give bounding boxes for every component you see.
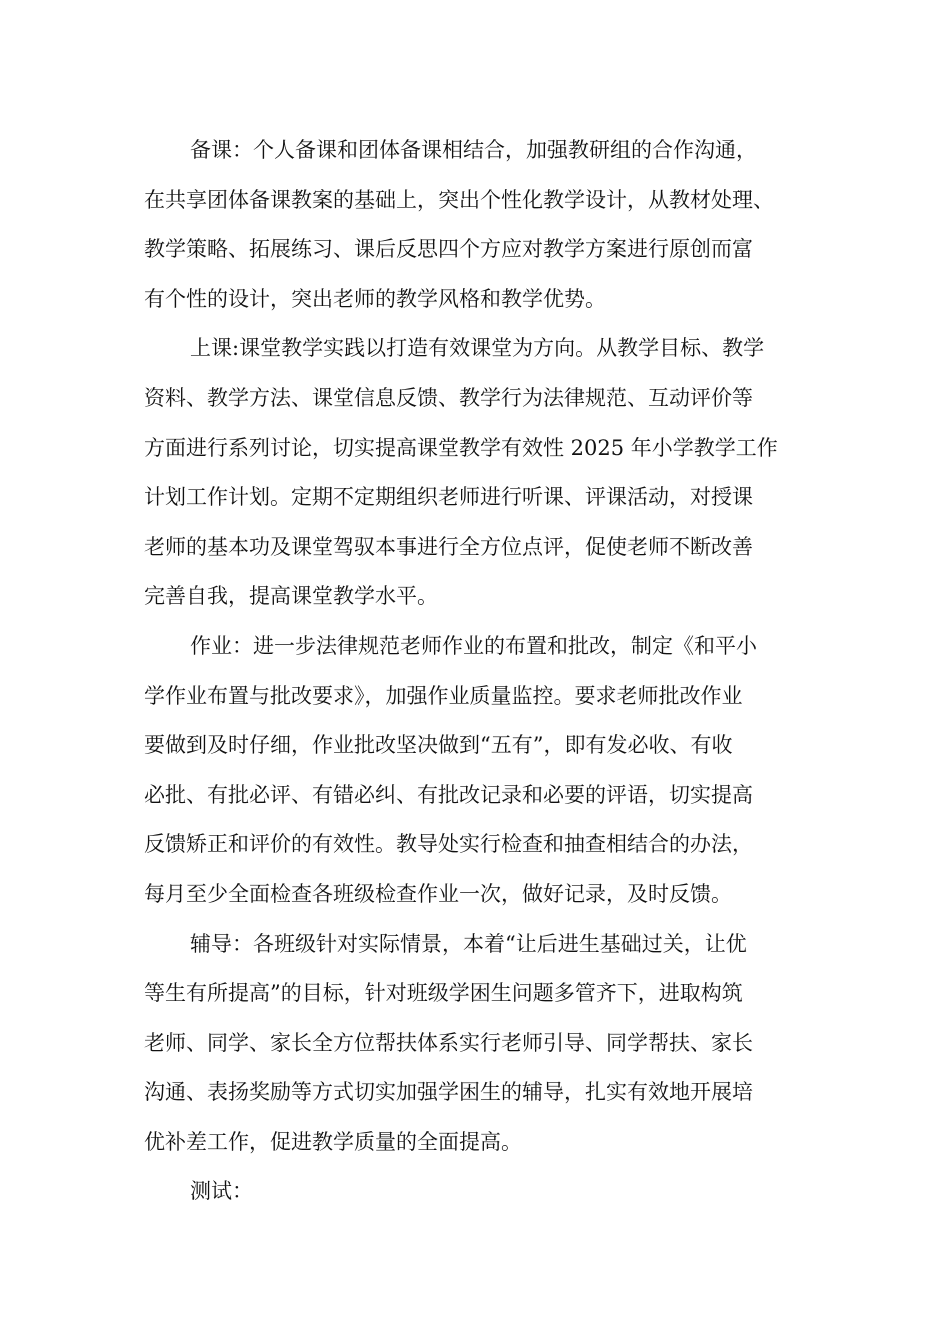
text-line: 老师的基本功及课堂驾驭本事进行全方位点评，促使老师不断改善 <box>144 534 753 559</box>
text-line: 资料、教学方法、课堂信息反馈、教学行为法律规范、互动评价等 <box>144 385 753 410</box>
text-line: 要做到及时仔细，作业批改坚决做到“五有”，即有发必收、有收 <box>144 733 733 758</box>
text-line: 等生有所提高”的目标，针对班级学困生问题多管齐下，进取构筑 <box>144 981 743 1006</box>
text-line: 作业：进一步法律规范老师作业的布置和批改，制定《和平小 <box>190 633 757 658</box>
text-line: 方面进行系列讨论，切实提高课堂教学有效性 2025 年小学教学工作 <box>144 435 778 460</box>
text-line: 学作业布置与批改要求》，加强作业质量监控。要求老师批改作业 <box>144 683 743 708</box>
paragraph-tutoring <box>144 920 820 1168</box>
paragraph-homework <box>144 622 820 920</box>
paragraph-classroom-teaching <box>144 324 820 622</box>
text-line: 在共享团体备课教案的基础上，突出个性化教学设计，从教材处理、 <box>144 187 774 212</box>
text-line: 测试： <box>190 1179 253 1204</box>
text-line: 老师、同学、家长全方位帮扶体系实行老师引导、同学帮扶、家长 <box>144 1030 753 1055</box>
text-line: 完善自我，提高课堂教学水平。 <box>144 584 438 609</box>
text-line: 每月至少全面检查各班级检查作业一次，做好记录，及时反馈。 <box>144 881 732 906</box>
text-line: 沟通、表扬奖励等方式切实加强学困生的辅导，扎实有效地开展培 <box>144 1080 753 1105</box>
document-body <box>144 126 820 1217</box>
text-line: 计划工作计划。定期不定期组织老师进行听课、评课活动，对授课 <box>144 485 753 510</box>
text-line: 教学策略、拓展练习、课后反思四个方应对教学方案进行原创而富 <box>144 237 753 262</box>
text-line: 必批、有批必评、有错必纠、有批改记录和必要的评语，切实提高 <box>144 782 753 807</box>
paragraph-testing <box>144 1167 820 1217</box>
paragraph-lesson-preparation <box>144 126 820 324</box>
text-line: 备课：个人备课和团体备课相结合，加强教研组的合作沟通， <box>190 138 757 162</box>
text-line: 有个性的设计，突出老师的教学风格和教学优势。 <box>144 286 606 311</box>
text-line: 上课:课堂教学实践以打造有效课堂为方向。从教学目标、教学 <box>190 336 765 361</box>
text-line: 反馈矫正和评价的有效性。教导处实行检查和抽查相结合的办法， <box>144 832 753 857</box>
text-line: 辅导：各班级针对实际情景，本着“让后进生基础过关，让优 <box>190 931 747 956</box>
text-line: 优补差工作，促进教学质量的全面提高。 <box>144 1129 522 1154</box>
